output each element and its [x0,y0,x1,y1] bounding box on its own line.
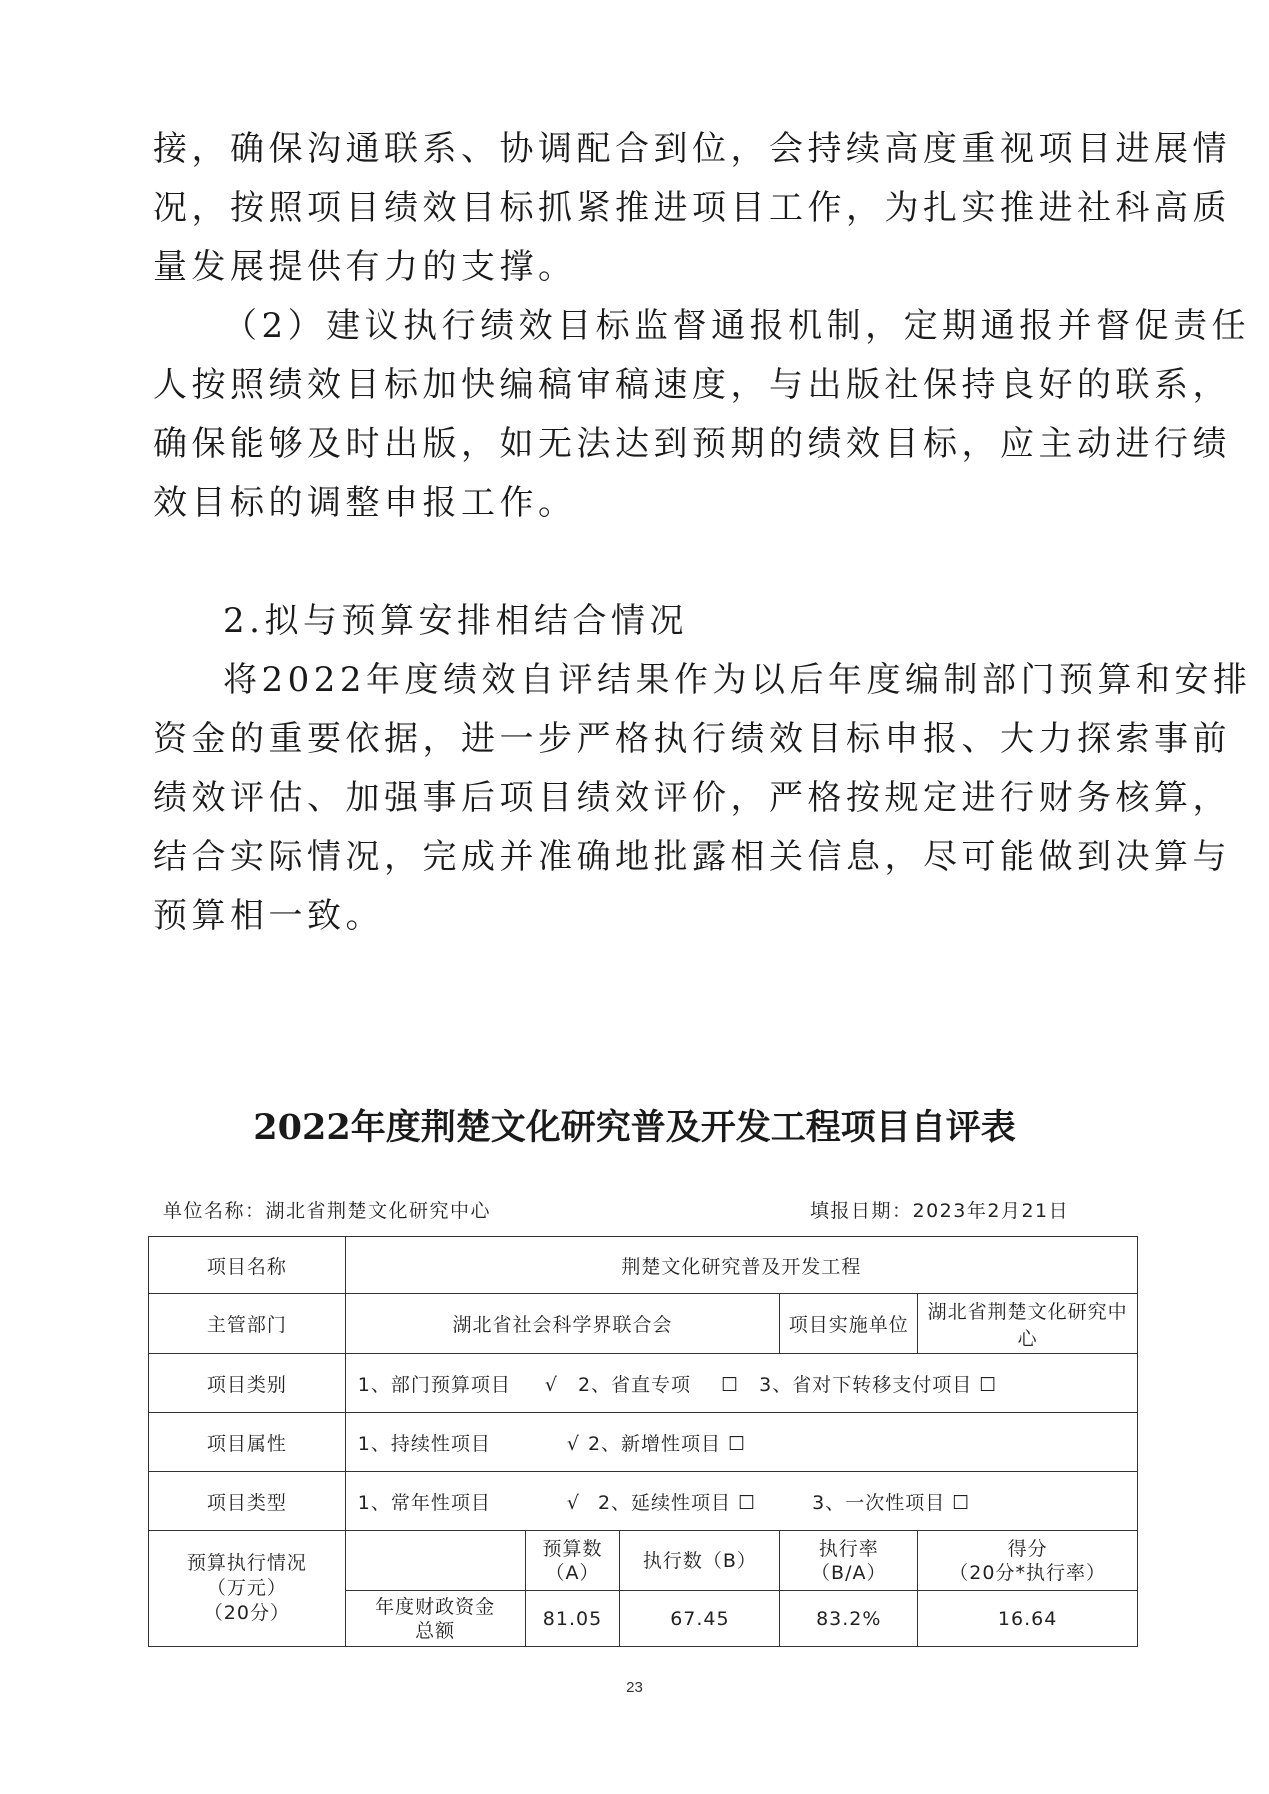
table-row [149,1294,1138,1354]
category-options [345,1354,1137,1413]
row-label-fiscal-total: 年度财政资金 总额 [345,1591,525,1647]
attr-label: 项目属性 [149,1413,346,1472]
check-mark: √ [544,1373,558,1396]
option-text: 1、部门预算项目 [357,1373,511,1396]
check-mark: √ [566,1432,580,1455]
dept-value: 湖北省社会科学界联合会 [345,1294,780,1354]
option-text: 3、省对下转移支付项目 ☐ [759,1373,998,1396]
budget-value: 81.05 [525,1591,620,1647]
header-score: 得分 （20分*执行率） [918,1531,1138,1591]
type-label: 项目类型 [149,1472,346,1531]
impl-label: 项目实施单位 [780,1294,918,1354]
exec-value: 67.45 [620,1591,780,1647]
text-line: 资金的重要依据，进一步严格执行绩效目标申报、大力探索事前 [153,719,1231,759]
text-line: 况，按照项目绩效目标抓紧推进项目工作，为扎实推进社科高质 [153,188,1231,228]
type-options [345,1472,1137,1531]
option-text: 1、持续性项目 [357,1432,491,1455]
option-text: 2、延续性项目 ☐ [597,1491,757,1514]
table-title: 2022年度荆楚文化研究普及开发工程项目自评表 [253,1107,1016,1148]
attr-options [345,1413,1137,1472]
unit-name: 单位名称：湖北省荆楚文化研究中心 [163,1200,492,1222]
text-line: （2）建议执行绩效目标监督通报机制，定期通报并督促责任 [223,306,1251,346]
text-line: 效目标的调整申报工作。 [153,483,577,523]
section-heading: 2.拟与预算安排相结合情况 [223,601,688,641]
rate-value: 83.2% [780,1591,918,1647]
table-row [149,1354,1138,1413]
budget-exec-label: 预算执行情况 （万元） （20分） [149,1531,346,1647]
page-number: 23 [626,1679,643,1696]
impl-value: 湖北省荆楚文化研究中心 [918,1294,1138,1354]
paragraph-suggestion-2 [153,297,1251,533]
checkbox-icon: ☐ [721,1373,740,1396]
header-exec: 执行数（B） [620,1531,780,1591]
table-row [149,1472,1138,1531]
paragraph-continued [153,120,1231,297]
fill-date: 填报日期：2023年2月21日 [810,1200,1070,1222]
check-mark: √ [566,1491,580,1514]
project-name-value: 荆楚文化研究普及开发工程 [345,1237,1137,1294]
option-text: 1、常年性项目 [357,1491,491,1514]
header-budget: 预算数 （A） [525,1531,620,1591]
option-text: 3、一次性项目 ☐ [812,1491,971,1514]
dept-label: 主管部门 [149,1294,346,1354]
paragraph-budget-link [153,651,1252,946]
table-row [149,1413,1138,1472]
empty-header-cell [345,1531,525,1591]
text-line: 接，确保沟通联系、协调配合到位，会持续高度重视项目进展情 [153,129,1231,169]
text-line: 绩效评估、加强事后项目绩效评价，严格按规定进行财务核算， [153,778,1231,818]
text-line: 结合实际情况，完成并准确地批露相关信息，尽可能做到决算与 [153,837,1231,877]
header-rate: 执行率 （B/A） [780,1531,918,1591]
table-row [149,1531,1138,1591]
text-line: 将2022年度绩效自评结果作为以后年度编制部门预算和安排 [223,660,1252,700]
text-line: 确保能够及时出版，如无法达到预期的绩效目标，应主动进行绩 [153,424,1231,464]
text-line: 预算相一致。 [153,896,384,936]
table-row [149,1237,1138,1294]
text-line: 人按照绩效目标加快编稿审稿速度，与出版社保持良好的联系， [153,365,1231,405]
category-label: 项目类别 [149,1354,346,1413]
self-evaluation-table [148,1236,1138,1647]
score-value: 16.64 [918,1591,1138,1647]
text-line: 量发展提供有力的支撑。 [153,247,577,287]
project-name-label: 项目名称 [149,1237,346,1294]
option-text: 2、新增性项目 ☐ [587,1432,747,1455]
option-text: 2、省直专项 [577,1373,692,1396]
